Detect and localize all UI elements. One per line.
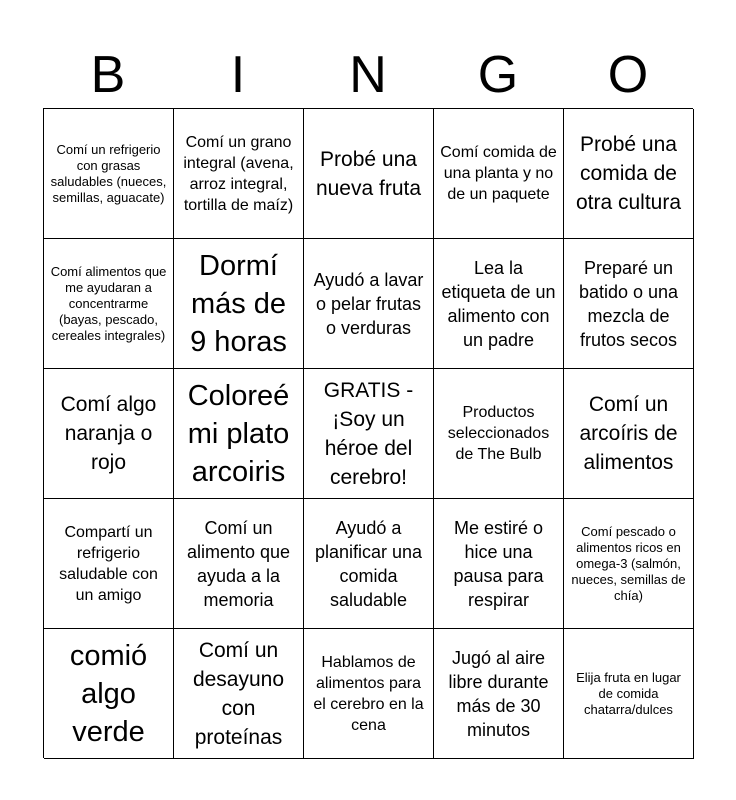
bingo-cell[interactable] [434,109,564,239]
cell-text: Me estiré o hice una pausa para respirar [453,517,544,610]
bingo-cell[interactable] [304,109,434,239]
cell-text: Elija fruta en lugar de comida chatarra/dulces [576,669,681,717]
bingo-cell[interactable] [174,109,304,239]
bingo-cell[interactable] [434,369,564,499]
bingo-cell[interactable] [564,629,694,759]
bingo-cell[interactable] [304,629,434,759]
cell-text: Coloreé mi plato arcoiris [187,379,290,488]
bingo-cell[interactable] [434,239,564,369]
cell-text: Lea la etiqueta de un alimento con un padre [441,257,556,350]
cell-text: Preparé un batido o una mezcla de frutos secos [578,257,679,350]
bingo-cell[interactable] [304,239,434,369]
cell-text: Jugó al aire libre durante más de 30 minutos [448,647,549,740]
cell-text: Comí un arcoíris de alimentos [579,393,678,474]
cell-text: Probé una nueva fruta [315,147,422,200]
cell-text: Comí un desayuno con proteínas [192,638,285,749]
cell-text: Ayudó a planificar una comida saludable [314,517,423,610]
bingo-header [43,42,693,108]
bingo-cell[interactable] [174,629,304,759]
bingo-cell[interactable] [174,369,304,499]
bingo-grid [43,108,693,758]
cell-text: Productos seleccionados de The Bulb [447,404,550,463]
bingo-cell[interactable] [564,499,694,629]
bingo-cell[interactable] [564,239,694,369]
free-space-cell[interactable] [304,369,434,499]
bingo-cell[interactable] [44,629,174,759]
cell-text: Comí un refrigerio con grasas saludables (nueces, semillas, aguacate) [50,141,167,205]
cell-text: Probé una comida de otra cultura [575,133,682,214]
bingo-cell[interactable] [174,239,304,369]
bingo-cell[interactable] [434,499,564,629]
cell-text: Comí algo naranja o rojo [60,393,157,474]
cell-text: Ayudó a lavar o pelar frutas o verduras [313,269,424,338]
header-letter-g: G [477,46,519,104]
bingo-cell[interactable] [44,499,174,629]
cell-text: Comí alimentos que me ayudaran a concentrarme (bayas, pescado, cereales integrales) [50,263,167,343]
cell-text: Comí un alimento que ayuda a la memoria [186,517,291,610]
bingo-cell[interactable] [44,109,174,239]
cell-text: GRATIS - ¡Soy un héroe del cerebro! [323,378,414,489]
bingo-cell[interactable] [304,499,434,629]
cell-text: Comí un grano integral (avena, arroz integral, tortilla de maíz) [183,133,294,214]
bingo-cell[interactable] [564,109,694,239]
cell-text: Comí comida de una planta y no de un paquete [440,144,557,203]
header-letter-o: O [607,46,649,104]
header-letter-b: B [90,46,126,104]
bingo-cell[interactable] [174,499,304,629]
bingo-cell[interactable] [564,369,694,499]
cell-text: comió algo verde [69,639,148,748]
cell-text: Comí pescado o alimentos ricos en omega-3 (salmón, nueces, semillas de chía) [571,523,686,603]
bingo-cell[interactable] [44,239,174,369]
cell-text: Hablamos de alimentos para el cerebro en la cena [313,653,424,734]
cell-text: Compartí un refrigerio saludable con un amigo [59,523,158,604]
header-letter-n: N [349,46,387,104]
cell-text: Dormí más de 9 horas [190,249,287,358]
bingo-cell[interactable] [44,369,174,499]
header-letter-i: I [230,46,246,104]
bingo-cell[interactable] [434,629,564,759]
